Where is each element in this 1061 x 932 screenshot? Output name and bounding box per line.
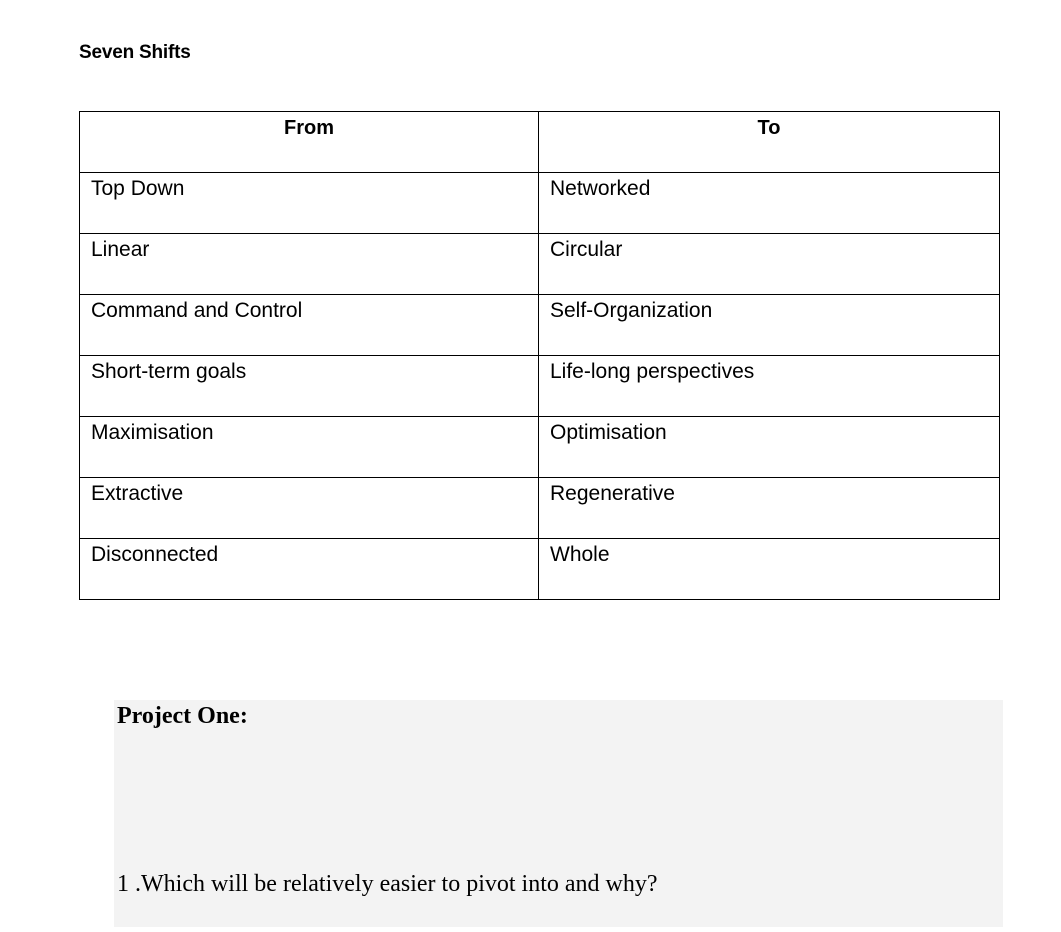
to-cell: Self-Organization [539,295,1000,356]
table-row [80,539,1000,600]
document-heading: Seven Shifts [79,42,191,63]
to-cell: Optimisation [539,417,1000,478]
project-question: 1 .Which will be relatively easier to pivot into and why? [117,871,658,897]
to-cell: Regenerative [539,478,1000,539]
to-cell: Life-long perspectives [539,356,1000,417]
column-header-to: To [539,112,1000,173]
column-header-from: From [80,112,539,173]
table-row [80,173,1000,234]
from-cell: Extractive [80,478,539,539]
table-row [80,478,1000,539]
table-row [80,295,1000,356]
table-header-row [80,112,1000,173]
table-row [80,356,1000,417]
from-cell: Disconnected [80,539,539,600]
to-cell: Whole [539,539,1000,600]
from-cell: Top Down [80,173,539,234]
from-cell: Short-term goals [80,356,539,417]
table-row [80,234,1000,295]
from-cell: Linear [80,234,539,295]
shifts-table [79,111,1000,600]
from-cell: Command and Control [80,295,539,356]
table-row [80,417,1000,478]
project-title: Project One: [117,703,248,729]
from-cell: Maximisation [80,417,539,478]
project-section [114,700,1003,927]
to-cell: Networked [539,173,1000,234]
to-cell: Circular [539,234,1000,295]
